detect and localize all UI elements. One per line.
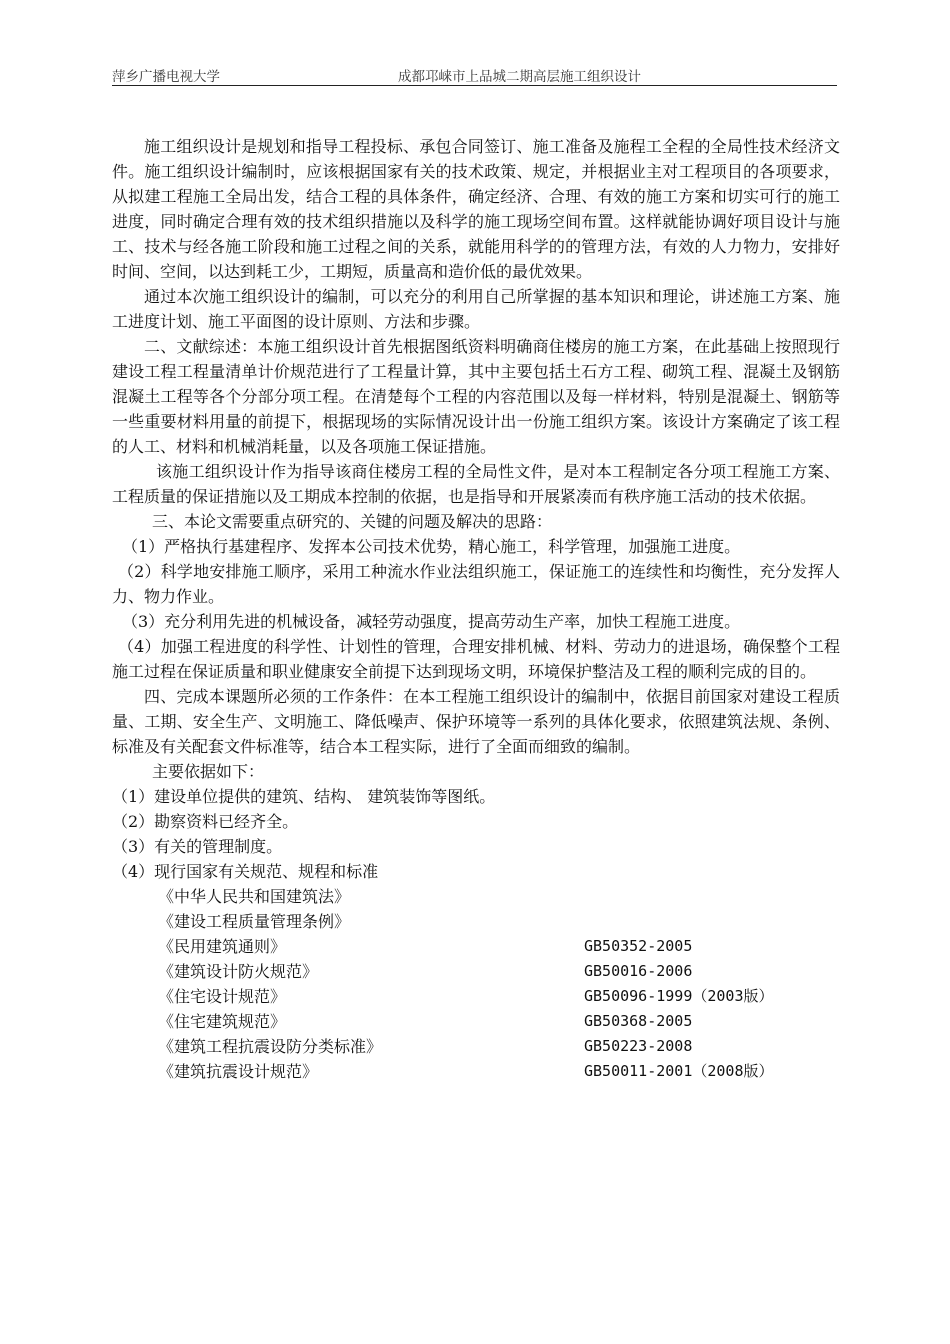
paragraph-intro: 施工组织设计是规划和指导工程投标、承包合同签订、施工准备及施程工全程的全局性技术经济文件。施工组织设计编制时，应该根据国家有关的技术政策、规定，并根据业主对工程项目的各项要求，从拟建工程施工全局出发，结合工程的具体条件，确定经济、合理、有效的施工方案和切实可行的施工进度，同时确定合理有效的技术组织措施以及科学的施工现场空间布置。这样就能协调好项目设计与施工、技术与经各施工阶段和施工过程之间的关系，就能用科学的的管理方法，有效的人力物力，安排好时间、空间，以达到耗工少，工期短，质量高和造价低的最优效果。 <box>112 137 840 281</box>
paragraph-key-issues-heading: 三、本论文需要重点研究的、关键的问题及解决的思路： <box>152 512 553 531</box>
reference-code: GB50368-2005 <box>584 1012 693 1030</box>
reference-item <box>112 1059 840 1084</box>
reference-name: 《住宅设计规范》 <box>158 987 287 1006</box>
reference-item <box>112 934 840 959</box>
page-header <box>112 63 837 86</box>
reference-item <box>112 1009 840 1034</box>
paragraph-basis-4: （4）现行国家有关规范、规程和标准 <box>112 862 379 881</box>
reference-name: 《建筑工程抗震设防分类标准》 <box>158 1037 383 1056</box>
paragraph-guidance: 该施工组织设计作为指导该商住楼房工程的全局性文件，是对本工程制定各分项工程施工方案、工程质量的保证措施以及工期成本控制的依据，也是指导和开展紧凑而有秩序施工活动的技术依据。 <box>112 462 840 506</box>
reference-name: 《建设工程质量管理条例》 <box>158 912 351 931</box>
paragraph-purpose: 通过本次施工组织设计的编制，可以充分的利用自己所掌握的基本知识和理论，讲述施工方案、施工进度计划、施工平面图的设计原则、方法和步骤。 <box>112 287 840 331</box>
reference-item <box>112 1034 840 1059</box>
document-body <box>112 134 840 1084</box>
reference-name: 《住宅建筑规范》 <box>158 1012 287 1031</box>
reference-name: 《建筑设计防火规范》 <box>158 962 319 981</box>
reference-item <box>112 959 840 984</box>
reference-name: 《中华人民共和国建筑法》 <box>158 887 351 906</box>
paragraph-basis-heading: 主要依据如下： <box>152 762 265 781</box>
header-title: 成都邛崃市上品城二期高层施工组织设计 <box>398 69 641 85</box>
paragraph-issue-4: （4）加强工程进度的科学性、计划性的管理，合理安排机械、材料、劳动力的进退场，确保整个工程施工过程在保证质量和职业健康安全前提下达到现场文明，环境保护整洁及工程的顺利完成的目的。 <box>112 637 840 681</box>
paragraph-literature-review: 二、文献综述：本施工组织设计首先根据图纸资料明确商住楼房的施工方案，在此基础上按照现行建设工程工程量清单计价规范进行了工程量计算，其中主要包括土石方工程、砌筑工程、混凝土及钢筋混凝土工程等各个分部分项工程。在清楚每个工程的内容范围以及每一样材料，特别是混凝土、钢筋等一些重要材料用量的前提下，根据现场的实际情况设计出一份施工组织方案。该设计方案确定了该工程的人工、材料和机械消耗量，以及各项施工保证措施。 <box>112 337 840 456</box>
reference-code: GB50352-2005 <box>584 937 693 955</box>
paragraph-basis-2: （2）勘察资料已经齐全。 <box>112 812 299 831</box>
paragraph-basis-1: （1）建设单位提供的建筑、结构、 建筑装饰等图纸。 <box>112 787 496 806</box>
reference-code: GB50223-2008 <box>584 1037 693 1055</box>
paragraph-issue-3: （3）充分利用先进的机械设备，减轻劳动强度，提高劳动生产率，加快工程施工进度。 <box>122 612 741 631</box>
header-school: 萍乡广播电视大学 <box>112 69 220 85</box>
reference-code: GB50016-2006 <box>584 962 693 980</box>
reference-item <box>112 909 840 934</box>
reference-item <box>112 984 840 1009</box>
reference-name: 《建筑抗震设计规范》 <box>158 1062 319 1081</box>
paragraph-issue-1: （1）严格执行基建程序、发挥本公司技术优势，精心施工，科学管理，加强施工进度。 <box>122 537 741 556</box>
reference-name: 《民用建筑通则》 <box>158 937 287 956</box>
reference-list <box>112 884 840 1084</box>
reference-code: GB50096-1999（2003版） <box>584 987 774 1005</box>
paragraph-basis-3: （3）有关的管理制度。 <box>112 837 283 856</box>
paragraph-work-conditions: 四、完成本课题所必须的工作条件：在本工程施工组织设计的编制中，依据目前国家对建设工程质量、工期、安全生产、文明施工、降低噪声、保护环境等一系列的具体化要求，依照建筑法规、条例、标准及有关配套文件标准等，结合本工程实际，进行了全面而细致的编制。 <box>112 687 840 756</box>
reference-item <box>112 884 840 909</box>
reference-code: GB50011-2001（2008版） <box>584 1062 774 1080</box>
paragraph-issue-2: （2）科学地安排施工顺序，采用工种流水作业法组织施工，保证施工的连续性和均衡性，充分发挥人力、物力作业。 <box>112 562 840 606</box>
